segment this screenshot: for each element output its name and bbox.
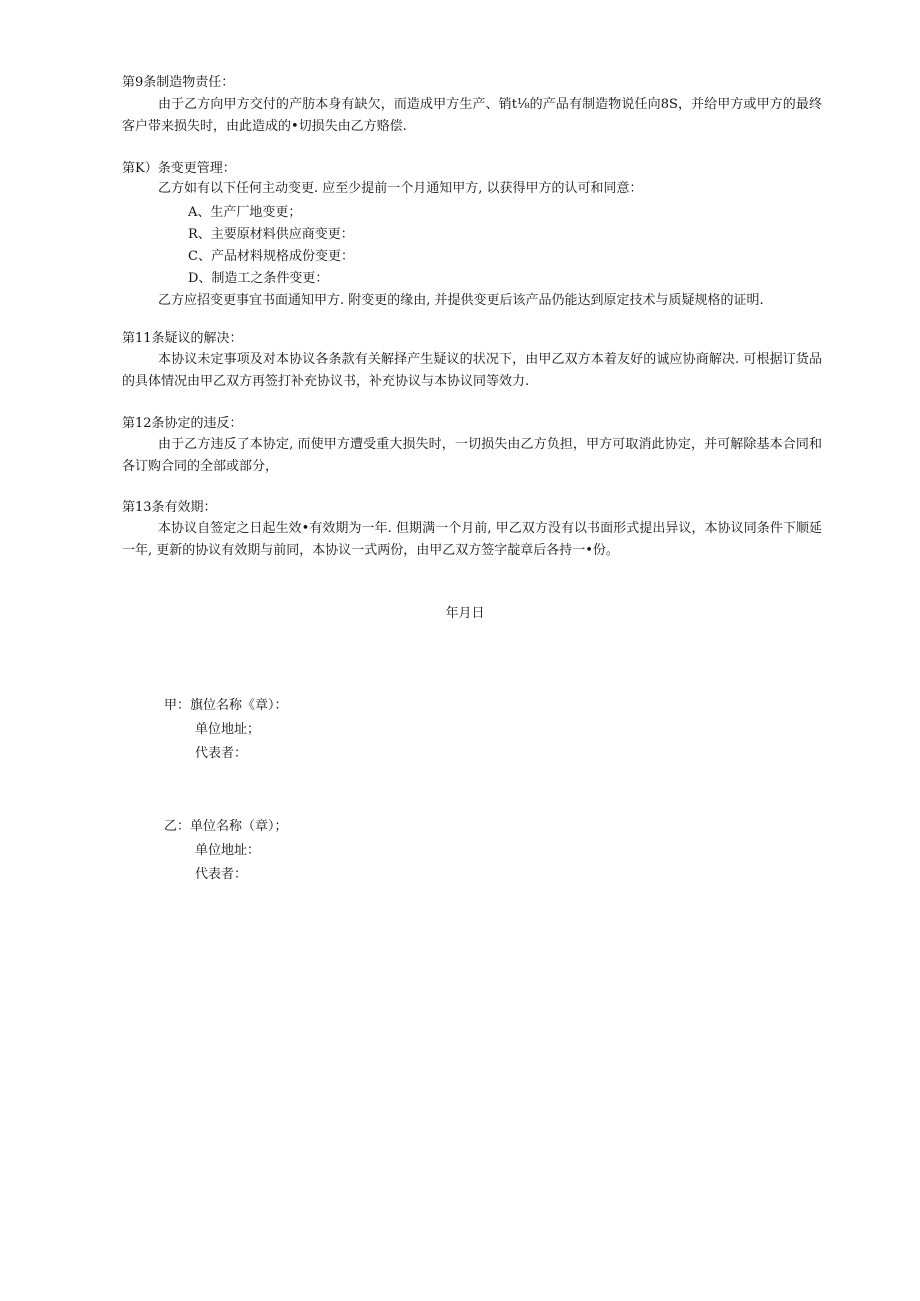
article-10-item-b: R、主要原材料供应商变更： <box>188 227 354 242</box>
party-a-address-label: 单位地址； <box>195 722 261 737</box>
article-10-item-d: D、制造工之条件变更： <box>188 271 329 286</box>
article-11-body: 本协议未定事项及对本协议各条款有关解择产生疑议的状况下，由甲乙双方本着友好的诚应协商解决. 可根据订货品的具体情况由甲乙双方再签打补充协议书，补充协议与本协议同等效力. <box>122 352 822 389</box>
date-line: 年月日 <box>445 606 485 621</box>
article-11-heading: 第11条疑议的解决： <box>122 331 243 346</box>
party-b-address-label: 单位地址： <box>195 843 261 858</box>
party-b-name-label: 乙：单位名称（章）； <box>164 819 288 834</box>
article-10-intro: 乙方如有以下任何主动变更. 应至少提前一个月通知甲方, 以获得甲方的认可和同意： <box>158 181 643 196</box>
article-13-heading: 第13条有效期： <box>122 500 217 515</box>
article-9-body: 由于乙方向甲方交付的产肪本身有缺欠，而造成甲方生产、销t⅛的产品有制造物说任向8S，并给甲方或甲方的最终客户带来损失时，由此造成的•切损失由乙方赂偿. <box>122 97 822 134</box>
party-a-rep-label: 代表者： <box>195 746 248 761</box>
article-10-item-a: A、生产厂地变更； <box>188 205 302 220</box>
article-12-heading: 第12条协定的违反： <box>122 416 243 431</box>
article-9-heading: 第9条制造物责任： <box>122 75 235 90</box>
article-10-heading: 第K）条变更管理： <box>122 161 236 176</box>
article-10-closing: 乙方应招变更事宜书面通知甲方. 附变更的缘由, 并提供变更后该产品仍能达到原定技术与质疑规格的证明. <box>158 293 764 308</box>
party-b-rep-label: 代表者： <box>195 867 248 882</box>
article-10-item-c: C、产品材料规格成份变更： <box>188 249 354 264</box>
party-a-name-label: 甲：旗位名称《章）： <box>164 698 288 713</box>
article-12-body: 由于乙方违反了本协定, 而使甲方遭受重大损失时，一切损失由乙方负担，甲方可取消此协定，并可解除基本合同和各订购合同的全部或部分， <box>122 437 822 474</box>
article-13-body: 本协议自签定之日起生效•有效期为一年. 但期满一个月前, 甲乙双方没有以书面形式提出异议，本协议同条件下顺延一年, 更新的协议有效期与前同，本协议一式两份，由甲乙双方签字靛章后各持一•份。 <box>122 521 822 558</box>
